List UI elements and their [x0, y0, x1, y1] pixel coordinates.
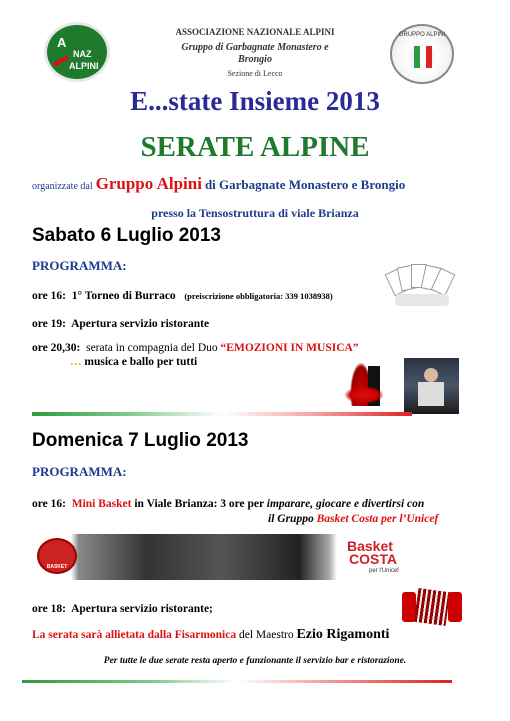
musicians-image [404, 358, 459, 414]
gruppo-alpini-logo [390, 24, 454, 84]
basket-logo [37, 538, 77, 574]
item-text: 1° Torneo di Burraco [71, 290, 176, 302]
item-highlight: “EMOZIONI IN MUSICA” [220, 342, 359, 354]
footer-divider [22, 680, 452, 683]
costa-title: Basket [347, 538, 393, 554]
item-time: ore 20,30: [32, 342, 81, 354]
item-text: il Gruppo [268, 513, 314, 525]
item-text: in Viale Brianza: 3 ore per [134, 498, 264, 510]
page-subtitle: SERATE ALPINE [140, 131, 370, 163]
day1-item-2 [32, 318, 209, 330]
music-name: Ezio Rigamonti [296, 627, 390, 642]
ana-logo [44, 22, 110, 82]
section-divider [32, 412, 412, 416]
section-name: Sezione di Lecco [227, 69, 283, 78]
logo-naz: NAZ [73, 49, 92, 59]
item-highlight: Basket Costa per l’Unicef [316, 513, 439, 525]
day1-date: Sabato 6 Luglio 2013 [32, 225, 221, 246]
basket-logo-text: BASKET [46, 564, 68, 570]
organizers-suffix: di Garbagnate Monastero e Brongio [204, 177, 406, 192]
costa-sub: COSTA [349, 551, 397, 567]
item-text: Apertura servizio ristorante; [71, 603, 213, 615]
ellipsis: … [70, 356, 82, 368]
item-italic: imparare, giocare e divertirsi con [266, 498, 425, 510]
venue-line: presso la Tensostruttura di viale Brianza [151, 206, 359, 220]
day1-item-1 [32, 290, 333, 302]
music-text: del Maestro [238, 629, 294, 641]
organizers-prefix: organizzate dal [32, 181, 93, 192]
item-text: serata in compagnia del Duo [86, 342, 218, 354]
association-name: ASSOCIAZIONE NAZIONALE ALPINI [175, 27, 335, 37]
logo-alpini: ALPINI [69, 61, 99, 71]
basket-banner [33, 534, 413, 580]
day1-program-label: PROGRAMMA: [32, 258, 127, 273]
item-time: ore 18: [32, 603, 66, 615]
group-name-line1: Gruppo di Garbagnate Monastero e [181, 42, 329, 53]
group-name-line2: Brongio [238, 54, 272, 65]
day2-item-1-line2 [268, 513, 438, 525]
music-highlight: La serata sarà allietata dalla Fisarmonica [32, 629, 237, 641]
item-time: ore 19: [32, 318, 66, 330]
accordion-image [402, 584, 464, 628]
day1-item-3-line2 [70, 356, 197, 368]
item-time: ore 16: [32, 498, 66, 510]
music-line [32, 627, 389, 643]
organizers-group: Gruppo Alpini [95, 174, 202, 193]
item-text: musica e ballo per tutti [84, 356, 198, 368]
item-time: ore 16: [32, 290, 66, 302]
logo-ring-text: GRUPPO ALPINI [398, 32, 446, 38]
logo-letter: A [57, 35, 67, 50]
costa-logo [343, 536, 411, 578]
day1-item-3 [32, 342, 359, 354]
day2-item-2 [32, 603, 213, 615]
footer-note: Per tutte le due serate resta aperto e funzionante il servizio bar e ristorazione. [103, 656, 407, 666]
day2-date: Domenica 7 Luglio 2013 [32, 430, 249, 451]
item-text: Apertura servizio ristorante [71, 318, 210, 330]
costa-small: per l'Unicef [369, 568, 399, 574]
page-title: E...state Insieme 2013 [130, 86, 380, 116]
day2-item-1 [32, 498, 424, 510]
day2-program-label: PROGRAMMA: [32, 464, 127, 479]
flag-icon [414, 46, 432, 68]
logo-feather-icon [53, 55, 69, 66]
playing-cards-image [385, 262, 457, 310]
organizers-line [32, 174, 405, 194]
item-note: (preiscrizione obbligatoria: 339 1038938) [184, 291, 333, 301]
item-highlight: Mini Basket [71, 498, 132, 510]
dancers-image [342, 356, 404, 414]
